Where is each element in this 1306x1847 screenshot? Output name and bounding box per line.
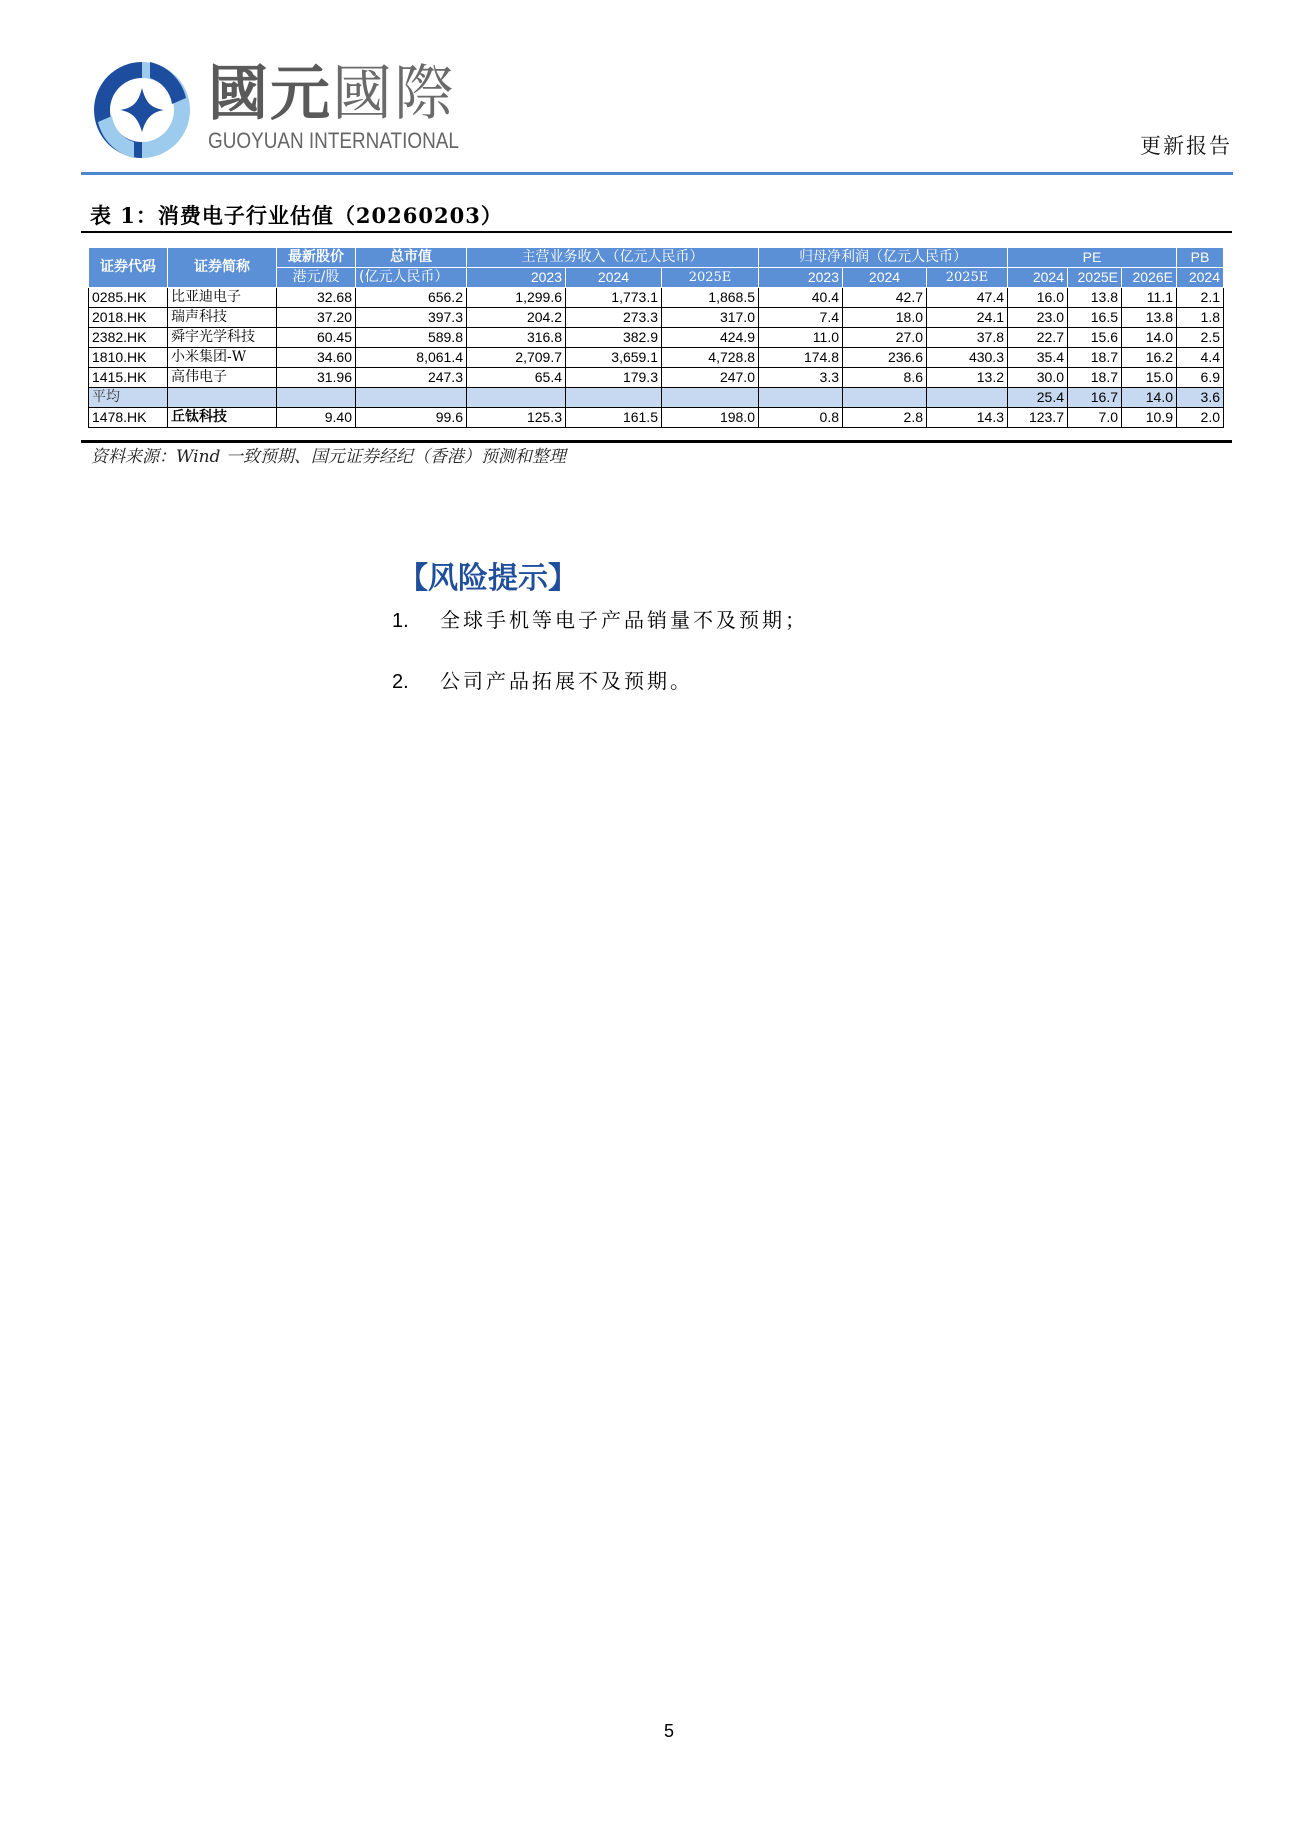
header-pe-year: 2026E (1122, 268, 1177, 288)
cell-rev: 1,299.6 (467, 288, 566, 308)
cell-name: 丘钛科技 (168, 408, 277, 428)
cell-mcap: 99.6 (356, 408, 467, 428)
cell-pb: 3.6 (1177, 388, 1224, 408)
cell-code: 1478.HK (89, 408, 168, 428)
cell-rev: 204.2 (467, 308, 566, 328)
cell-average-label: 平均 (89, 388, 168, 408)
risk-item-number: 2. (392, 671, 409, 693)
header-divider (81, 172, 1233, 175)
cell-name: 舜宇光学科技 (168, 328, 277, 348)
cell-rev: 247.0 (662, 368, 759, 388)
header-pb-year: 2024 (1177, 268, 1224, 288)
cell-pe: 13.8 (1122, 308, 1177, 328)
cell-empty (277, 388, 356, 408)
cell-mcap: 8,061.4 (356, 348, 467, 368)
cell-profit: 236.6 (843, 348, 927, 368)
table-row-target (89, 408, 1224, 428)
cell-empty (467, 388, 566, 408)
source-note: 资料来源：Wind 一致预期、国元证券经纪（香港）预测和整理 (91, 447, 566, 467)
cell-profit: 3.3 (759, 368, 843, 388)
cell-pb: 1.8 (1177, 308, 1224, 328)
cell-profit: 47.4 (927, 288, 1008, 308)
report-type-label: 更新报告 (1140, 134, 1232, 158)
cell-rev: 2,709.7 (467, 348, 566, 368)
cell-name: 比亚迪电子 (168, 288, 277, 308)
cell-name: 高伟电子 (168, 368, 277, 388)
cell-rev: 179.3 (566, 368, 662, 388)
cell-rev: 3,659.1 (566, 348, 662, 368)
cell-rev: 161.5 (566, 408, 662, 428)
risk-heading: 【风险提示】 (398, 561, 578, 596)
cell-pe: 25.4 (1008, 388, 1068, 408)
header-pe-year: 2024 (1008, 268, 1068, 288)
cell-pe: 11.1 (1122, 288, 1177, 308)
cell-mcap: 247.3 (356, 368, 467, 388)
cell-rev: 316.8 (467, 328, 566, 348)
header-profit-year: 2025E (927, 268, 1008, 288)
cell-price: 60.45 (277, 328, 356, 348)
cell-code: 2382.HK (89, 328, 168, 348)
cell-profit: 40.4 (759, 288, 843, 308)
header-price-unit: 港元/股 (277, 268, 356, 288)
cell-empty (843, 388, 927, 408)
cell-pb: 2.5 (1177, 328, 1224, 348)
cell-empty (356, 388, 467, 408)
cell-pe: 14.0 (1122, 388, 1177, 408)
cell-profit: 430.3 (927, 348, 1008, 368)
cell-code: 1415.HK (89, 368, 168, 388)
header-revenue: 主营业务收入（亿元人民币） (467, 248, 759, 268)
cell-empty (662, 388, 759, 408)
cell-pe: 18.7 (1068, 348, 1122, 368)
cell-pe: 30.0 (1008, 368, 1068, 388)
cell-rev: 382.9 (566, 328, 662, 348)
cell-profit: 8.6 (843, 368, 927, 388)
brand-name-cn-bold: 國元 (208, 59, 332, 129)
cell-pb: 2.0 (1177, 408, 1224, 428)
cell-rev: 198.0 (662, 408, 759, 428)
brand-name-cn-light: 國際 (332, 59, 456, 129)
cell-pe: 123.7 (1008, 408, 1068, 428)
cell-pe: 7.0 (1068, 408, 1122, 428)
cell-pb: 6.9 (1177, 368, 1224, 388)
cell-price: 9.40 (277, 408, 356, 428)
cell-profit: 2.8 (843, 408, 927, 428)
cell-pe: 13.8 (1068, 288, 1122, 308)
header-pb: PB (1177, 248, 1224, 268)
cell-profit: 27.0 (843, 328, 927, 348)
table-title: 表 1：消费电子行业估值（20260203） (90, 203, 503, 228)
cell-pe: 35.4 (1008, 348, 1068, 368)
cell-pe: 14.0 (1122, 328, 1177, 348)
cell-pe: 16.0 (1008, 288, 1068, 308)
table-row (89, 368, 1224, 388)
cell-rev: 4,728.8 (662, 348, 759, 368)
cell-profit: 24.1 (927, 308, 1008, 328)
company-logo-icon (90, 58, 194, 162)
header-mcap: 总市值 (356, 248, 467, 268)
cell-rev: 273.3 (566, 308, 662, 328)
cell-name: 瑞声科技 (168, 308, 277, 328)
risk-item (392, 610, 808, 631)
cell-price: 32.68 (277, 288, 356, 308)
cell-name: 小米集团-W (168, 348, 277, 368)
cell-profit: 174.8 (759, 348, 843, 368)
table-row (89, 328, 1224, 348)
cell-profit: 37.8 (927, 328, 1008, 348)
cell-profit: 0.8 (759, 408, 843, 428)
cell-mcap: 589.8 (356, 328, 467, 348)
header-rev-year: 2023 (467, 268, 566, 288)
cell-pe: 15.0 (1122, 368, 1177, 388)
table-row (89, 288, 1224, 308)
table-row-average (89, 388, 1224, 408)
cell-profit: 42.7 (843, 288, 927, 308)
cell-profit: 13.2 (927, 368, 1008, 388)
cell-rev: 1,868.5 (662, 288, 759, 308)
cell-mcap: 656.2 (356, 288, 467, 308)
cell-profit: 11.0 (759, 328, 843, 348)
cell-profit: 18.0 (843, 308, 927, 328)
cell-rev: 424.9 (662, 328, 759, 348)
cell-profit: 14.3 (927, 408, 1008, 428)
cell-rev: 1,773.1 (566, 288, 662, 308)
cell-mcap: 397.3 (356, 308, 467, 328)
header-code: 证券代码 (89, 248, 168, 288)
header-rev-year: 2025E (662, 268, 759, 288)
table-row (89, 348, 1224, 368)
table-header-row-1 (89, 248, 1224, 268)
cell-pe: 16.2 (1122, 348, 1177, 368)
cell-pe: 16.7 (1068, 388, 1122, 408)
header-profit: 归母净利润（亿元人民币） (759, 248, 1008, 268)
cell-pe: 16.5 (1068, 308, 1122, 328)
header-pe: PE (1008, 248, 1177, 268)
cell-rev: 65.4 (467, 368, 566, 388)
cell-empty (927, 388, 1008, 408)
cell-rev: 317.0 (662, 308, 759, 328)
risk-item-text: 公司产品拓展不及预期。 (440, 669, 693, 693)
risk-item-number: 1. (392, 610, 409, 632)
cell-pb: 2.1 (1177, 288, 1224, 308)
header-mcap-unit: (亿元人民币） (356, 268, 467, 288)
table-row (89, 308, 1224, 328)
valuation-table (88, 247, 1224, 428)
cell-price: 31.96 (277, 368, 356, 388)
header-profit-year: 2024 (843, 268, 927, 288)
cell-price: 37.20 (277, 308, 356, 328)
page-number: 5 (664, 1721, 675, 1741)
cell-code: 1810.HK (89, 348, 168, 368)
cell-pb: 4.4 (1177, 348, 1224, 368)
brand-name-cn (208, 59, 456, 129)
cell-code: 2018.HK (89, 308, 168, 328)
cell-code: 0285.HK (89, 288, 168, 308)
risk-item (392, 671, 693, 692)
cell-rev: 125.3 (467, 408, 566, 428)
header-rev-year: 2024 (566, 268, 662, 288)
cell-empty (566, 388, 662, 408)
cell-pe: 18.7 (1068, 368, 1122, 388)
cell-price: 34.60 (277, 348, 356, 368)
header-name: 证券简称 (168, 248, 277, 288)
cell-pe: 23.0 (1008, 308, 1068, 328)
table-bottom-divider (81, 440, 1232, 443)
brand-name-en: GUOYUAN INTERNATIONAL (208, 128, 459, 153)
cell-empty (759, 388, 843, 408)
cell-pe: 22.7 (1008, 328, 1068, 348)
cell-pe: 15.6 (1068, 328, 1122, 348)
cell-empty (168, 388, 277, 408)
cell-pe: 10.9 (1122, 408, 1177, 428)
header-profit-year: 2023 (759, 268, 843, 288)
title-divider (81, 231, 1232, 233)
risk-item-text: 全球手机等电子产品销量不及预期； (440, 608, 808, 632)
cell-profit: 7.4 (759, 308, 843, 328)
header-pe-year: 2025E (1068, 268, 1122, 288)
header-price: 最新股价 (277, 248, 356, 268)
